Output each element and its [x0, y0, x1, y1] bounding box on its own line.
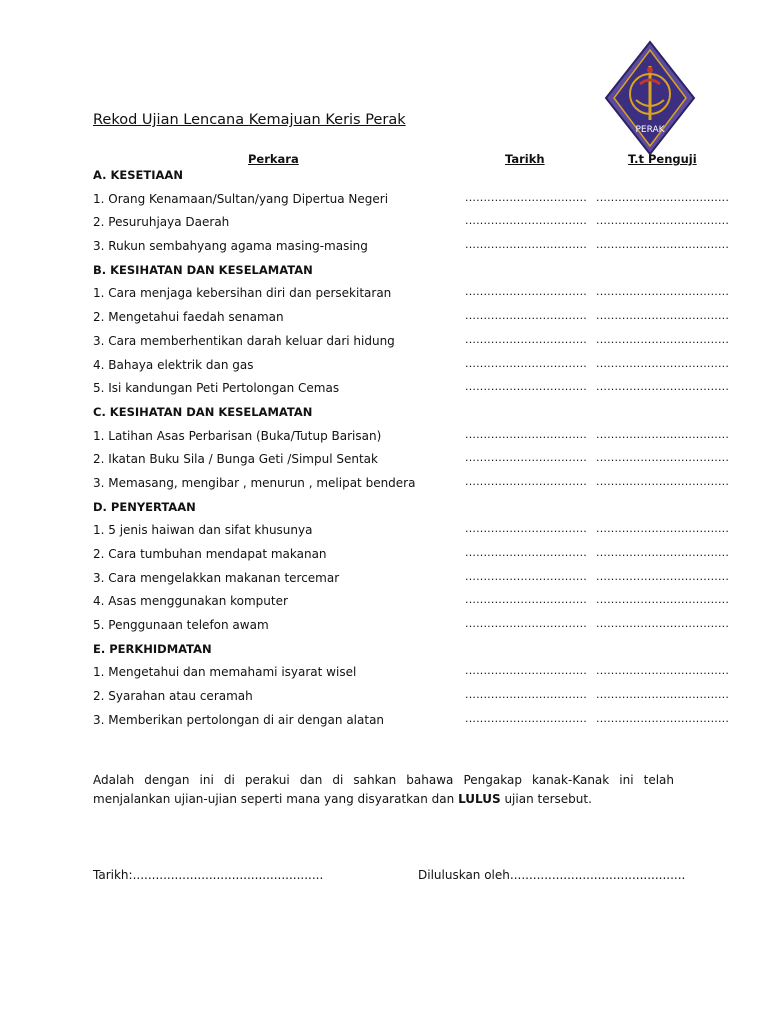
- tt-penguji-blank: ....................................: [596, 309, 730, 323]
- item-label: 1. Orang Kenamaan/Sultan/yang Dipertua Negeri: [93, 191, 389, 206]
- tarikh-blank: .................................: [465, 474, 587, 488]
- list-item: [93, 519, 733, 543]
- tt-penguji-blank: ....................................: [596, 474, 730, 488]
- list-item: [93, 282, 733, 306]
- list-item: [93, 330, 733, 354]
- tt-penguji-blank: ....................................: [596, 664, 730, 678]
- section-heading-text: D. PENYERTAAN: [93, 499, 196, 514]
- tarikh-blank: .................................: [465, 617, 587, 631]
- diluluskan-signature-line: Diluluskan oleh..............................................: [418, 868, 686, 882]
- tt-penguji-blank: ....................................: [596, 238, 730, 252]
- tt-penguji-blank: ....................................: [596, 451, 730, 465]
- lulus-bold: LULUS: [458, 792, 501, 806]
- tt-penguji-blank: ....................................: [596, 380, 730, 394]
- tarikh-blank: .................................: [465, 190, 587, 204]
- declaration-text: [93, 771, 674, 809]
- tarikh-blank: .................................: [465, 451, 587, 465]
- list-item: [93, 685, 733, 709]
- tt-penguji-blank: ....................................: [596, 190, 730, 204]
- tarikh-blank: .................................: [465, 332, 587, 346]
- declaration-line-2-end: ujian tersebut.: [500, 792, 592, 806]
- item-label: 5. Penggunaan telefon awam: [93, 618, 269, 633]
- section-heading: [93, 496, 733, 520]
- tt-penguji-blank: ....................................: [596, 522, 730, 536]
- item-label: 3. Memasang, mengibar , menurun , melipat bendera: [93, 475, 416, 490]
- list-item: [93, 614, 733, 638]
- list-item: [93, 709, 733, 733]
- item-label: 2. Mengetahui faedah senaman: [93, 310, 284, 325]
- tarikh-blank: .................................: [465, 522, 587, 536]
- list-item: [93, 543, 733, 567]
- list-item: [93, 188, 733, 212]
- list-item: [93, 590, 733, 614]
- section-heading: [93, 259, 733, 283]
- section-heading-text: C. KESIHATAN DAN KESELAMATAN: [93, 404, 313, 419]
- page-title: Rekod Ujian Lencana Kemajuan Keris Perak: [93, 112, 406, 128]
- section-heading: [93, 401, 733, 425]
- tarikh-blank: .................................: [465, 356, 587, 370]
- tarikh-blank: .................................: [465, 285, 587, 299]
- list-item: [93, 211, 733, 235]
- list-item: [93, 354, 733, 378]
- section-heading-text: B. KESIHATAN DAN KESELAMATAN: [93, 262, 313, 277]
- column-header-tarikh: Tarikh: [505, 152, 545, 166]
- section-heading-text: E. PERKHIDMATAN: [93, 641, 212, 656]
- item-label: 5. Isi kandungan Peti Pertolongan Cemas: [93, 381, 340, 396]
- tt-penguji-blank: ....................................: [596, 427, 730, 441]
- list-item: [93, 425, 733, 449]
- tt-penguji-blank: ....................................: [596, 356, 730, 370]
- tarikh-blank: .................................: [465, 688, 587, 702]
- keris-perak-badge-icon: [604, 40, 696, 156]
- tarikh-blank: .................................: [465, 711, 587, 725]
- column-header-tt-penguji: T.t Penguji: [628, 152, 697, 166]
- tarikh-blank: .................................: [465, 214, 587, 228]
- tt-penguji-blank: ....................................: [596, 569, 730, 583]
- list-item: [93, 472, 733, 496]
- tarikh-blank: .................................: [465, 238, 587, 252]
- item-label: 3. Rukun sembahyang agama masing-masing: [93, 239, 368, 254]
- tarikh-blank: .................................: [465, 309, 587, 323]
- item-label: 3. Cara memberhentikan darah keluar dari hidung: [93, 333, 395, 348]
- tarikh-blank: .................................: [465, 664, 587, 678]
- item-label: 4. Bahaya elektrik dan gas: [93, 357, 254, 372]
- declaration-line-1: Adalah dengan ini di perakui dan di sahkan bahawa Pengakap kanak-Kanak ini telah: [93, 773, 674, 787]
- tt-penguji-blank: ....................................: [596, 546, 730, 559]
- list-item: [93, 306, 733, 330]
- section-heading-text: A. KESETIAAN: [93, 168, 183, 182]
- item-label: 4. Asas menggunakan komputer: [93, 594, 288, 609]
- item-label: 3. Cara mengelakkan makanan tercemar: [93, 570, 340, 585]
- item-label: 1. 5 jenis haiwan dan sifat khusunya: [93, 523, 313, 538]
- item-label: 2. Syarahan atau ceramah: [93, 689, 253, 704]
- column-header-perkara: Perkara: [248, 152, 299, 166]
- tt-penguji-blank: ....................................: [596, 688, 730, 702]
- test-record-list: [93, 164, 733, 733]
- tarikh-blank: .................................: [465, 593, 587, 607]
- item-label: 2. Cara tumbuhan mendapat makanan: [93, 547, 327, 561]
- tarikh-blank: .................................: [465, 569, 587, 583]
- section-heading: [93, 164, 733, 188]
- list-item: [93, 235, 733, 259]
- tt-penguji-blank: ....................................: [596, 711, 730, 725]
- item-label: 2. Ikatan Buku Sila / Bunga Geti /Simpul Sentak: [93, 452, 378, 467]
- tt-penguji-blank: ....................................: [596, 617, 730, 631]
- list-item: [93, 567, 733, 591]
- tarikh-blank: .................................: [465, 546, 587, 559]
- list-item: [93, 448, 733, 472]
- list-item: [93, 661, 733, 685]
- item-label: 1. Cara menjaga kebersihan diri dan persekitaran: [93, 286, 392, 301]
- tt-penguji-blank: ....................................: [596, 593, 730, 607]
- list-item: [93, 377, 733, 401]
- section-heading: [93, 638, 733, 662]
- tarikh-blank: .................................: [465, 380, 587, 394]
- declaration-line-2-start: menjalankan ujian-ujian seperti mana yang disyaratkan dan: [93, 792, 459, 806]
- item-label: 1. Latihan Asas Perbarisan (Buka/Tutup Barisan): [93, 428, 382, 443]
- tt-penguji-blank: ....................................: [596, 214, 730, 228]
- tarikh-signature-line: Tarikh:..................................................: [93, 868, 324, 882]
- badge-perak-text: PERAK: [635, 125, 665, 135]
- declaration-line-2: [93, 792, 592, 806]
- item-label: 1. Mengetahui dan memahami isyarat wisel: [93, 665, 357, 680]
- item-label: 3. Memberikan pertolongan di air dengan alatan: [93, 712, 385, 727]
- tarikh-blank: .................................: [465, 427, 587, 441]
- item-label: 2. Pesuruhjaya Daerah: [93, 215, 230, 230]
- tt-penguji-blank: ....................................: [596, 285, 730, 299]
- tt-penguji-blank: ....................................: [596, 332, 730, 346]
